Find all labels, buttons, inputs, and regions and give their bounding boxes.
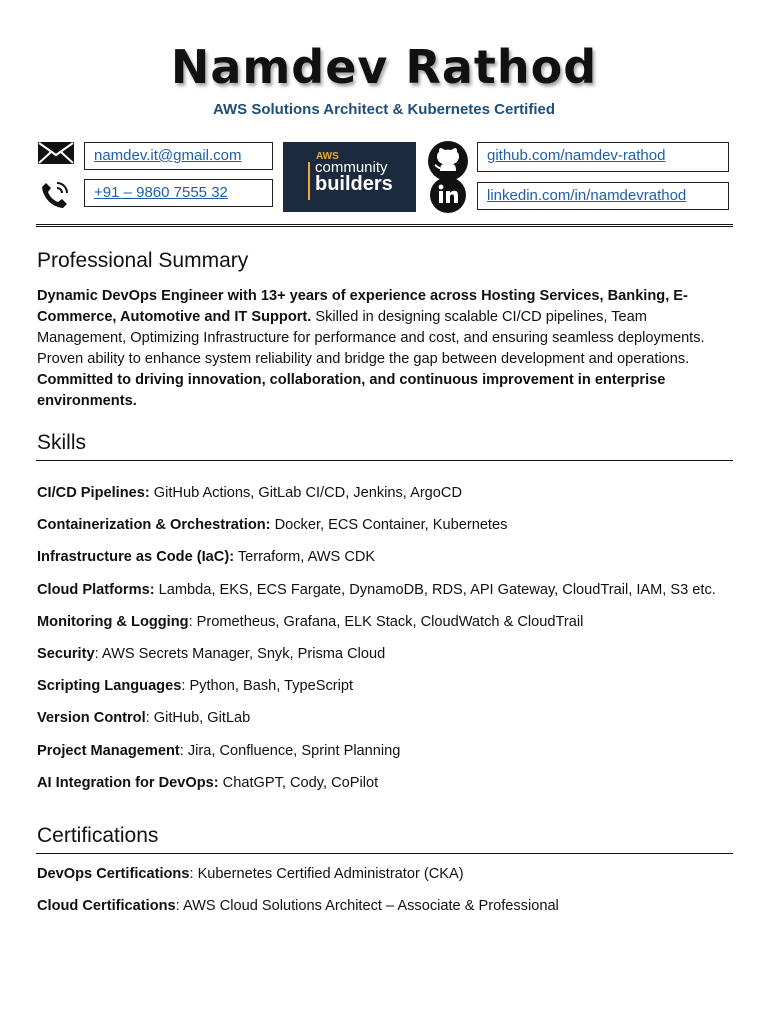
skill-item — [37, 646, 385, 662]
skill-value: GitHub Actions, GitLab CI/CD, Jenkins, ArgoCD — [149, 485, 462, 501]
badge-line1: community — [315, 159, 388, 176]
skill-label: Security — [37, 646, 95, 662]
badge-tag: AWS — [316, 151, 339, 162]
skills-divider — [36, 460, 733, 461]
certification-value: : Kubernetes Certified Administrator (CKA) — [189, 866, 464, 882]
certification-item — [37, 866, 464, 882]
summary-bold-outro: Committed to driving innovation, collaboration, and continuous improvement in enterprise environments. — [37, 372, 666, 409]
skill-value: Docker, ECS Container, Kubernetes — [270, 517, 508, 533]
skill-label: Version Control — [37, 710, 146, 726]
linkedin-field[interactable] — [477, 182, 729, 210]
certification-value: : AWS Cloud Solutions Architect – Associate & Professional — [175, 898, 559, 914]
skill-value: : Prometheus, Grafana, ELK Stack, CloudWatch & CloudTrail — [188, 614, 584, 630]
certification-item — [37, 898, 559, 914]
skill-item — [37, 517, 507, 533]
skill-label: Containerization & Orchestration: — [37, 517, 271, 533]
skill-label: Cloud Platforms: — [37, 582, 155, 598]
phone-link[interactable]: +91 – 9860 7555 32 — [94, 184, 228, 201]
badge-line2: builders — [315, 173, 393, 195]
summary-bold-intro: Dynamic DevOps Engineer with 13+ years of experience across Hosting Services, Banking, E-Commerce, Automotive and IT Support. — [37, 288, 688, 325]
skill-item — [37, 614, 583, 630]
certification-label: Cloud Certifications — [37, 898, 176, 914]
github-icon — [428, 141, 468, 181]
skill-value: : Python, Bash, TypeScript — [181, 678, 354, 694]
skill-label: Project Management — [37, 743, 180, 759]
linkedin-icon — [430, 177, 466, 213]
skill-value: Terraform, AWS CDK — [234, 549, 376, 565]
certification-label: DevOps Certifications — [37, 866, 190, 882]
skill-item — [37, 485, 462, 501]
skill-item — [37, 678, 353, 694]
skill-value: : Jira, Confluence, Sprint Planning — [179, 743, 401, 759]
header-divider — [36, 224, 733, 227]
email-icon — [38, 142, 74, 164]
github-field[interactable] — [477, 142, 729, 172]
linkedin-link[interactable]: linkedin.com/in/namdevrathod — [487, 187, 687, 204]
email-link[interactable]: namdev.it@gmail.com — [94, 147, 242, 164]
skill-value: : GitHub, GitLab — [145, 710, 251, 726]
certifications-divider — [36, 853, 733, 854]
aws-community-builders-badge — [283, 142, 416, 212]
skill-item — [37, 710, 250, 726]
skill-label: Scripting Languages — [37, 678, 182, 694]
skill-label: CI/CD Pipelines: — [37, 485, 150, 501]
candidate-title: AWS Solutions Architect & Kubernetes Certified — [213, 101, 555, 118]
skill-label: Infrastructure as Code (IaC): — [37, 549, 235, 565]
skill-value: : AWS Secrets Manager, Snyk, Prisma Cloud — [94, 646, 386, 662]
skill-label: Monitoring & Logging — [37, 614, 189, 630]
skill-item — [37, 549, 375, 565]
github-link[interactable]: github.com/namdev-rathod — [487, 147, 666, 164]
summary-paragraph — [37, 286, 727, 412]
skill-value: ChatGPT, Cody, CoPilot — [218, 775, 379, 791]
skill-label: AI Integration for DevOps: — [37, 775, 219, 791]
phone-icon — [40, 180, 70, 210]
skills-heading: Skills — [37, 431, 87, 454]
email-field[interactable] — [84, 142, 273, 170]
badge-accent-bar — [308, 162, 310, 200]
skill-value: Lambda, EKS, ECS Fargate, DynamoDB, RDS, API Gateway, CloudTrail, IAM, S3 etc. — [154, 582, 716, 598]
skill-item — [37, 582, 716, 598]
certifications-heading: Certifications — [37, 824, 159, 847]
phone-field[interactable] — [84, 179, 273, 207]
summary-heading: Professional Summary — [37, 249, 249, 272]
skill-item — [37, 743, 400, 759]
candidate-name: Namdev Rathod — [170, 40, 598, 94]
skill-item — [37, 775, 378, 791]
summary-body: Skilled in designing scalable CI/CD pipelines, Team Management, Optimizing Infrastructure for performance and cost, and ensuring seamless deployments. Proven ability to enhance system reliability and bridge the gap between development and operations. — [37, 309, 705, 367]
